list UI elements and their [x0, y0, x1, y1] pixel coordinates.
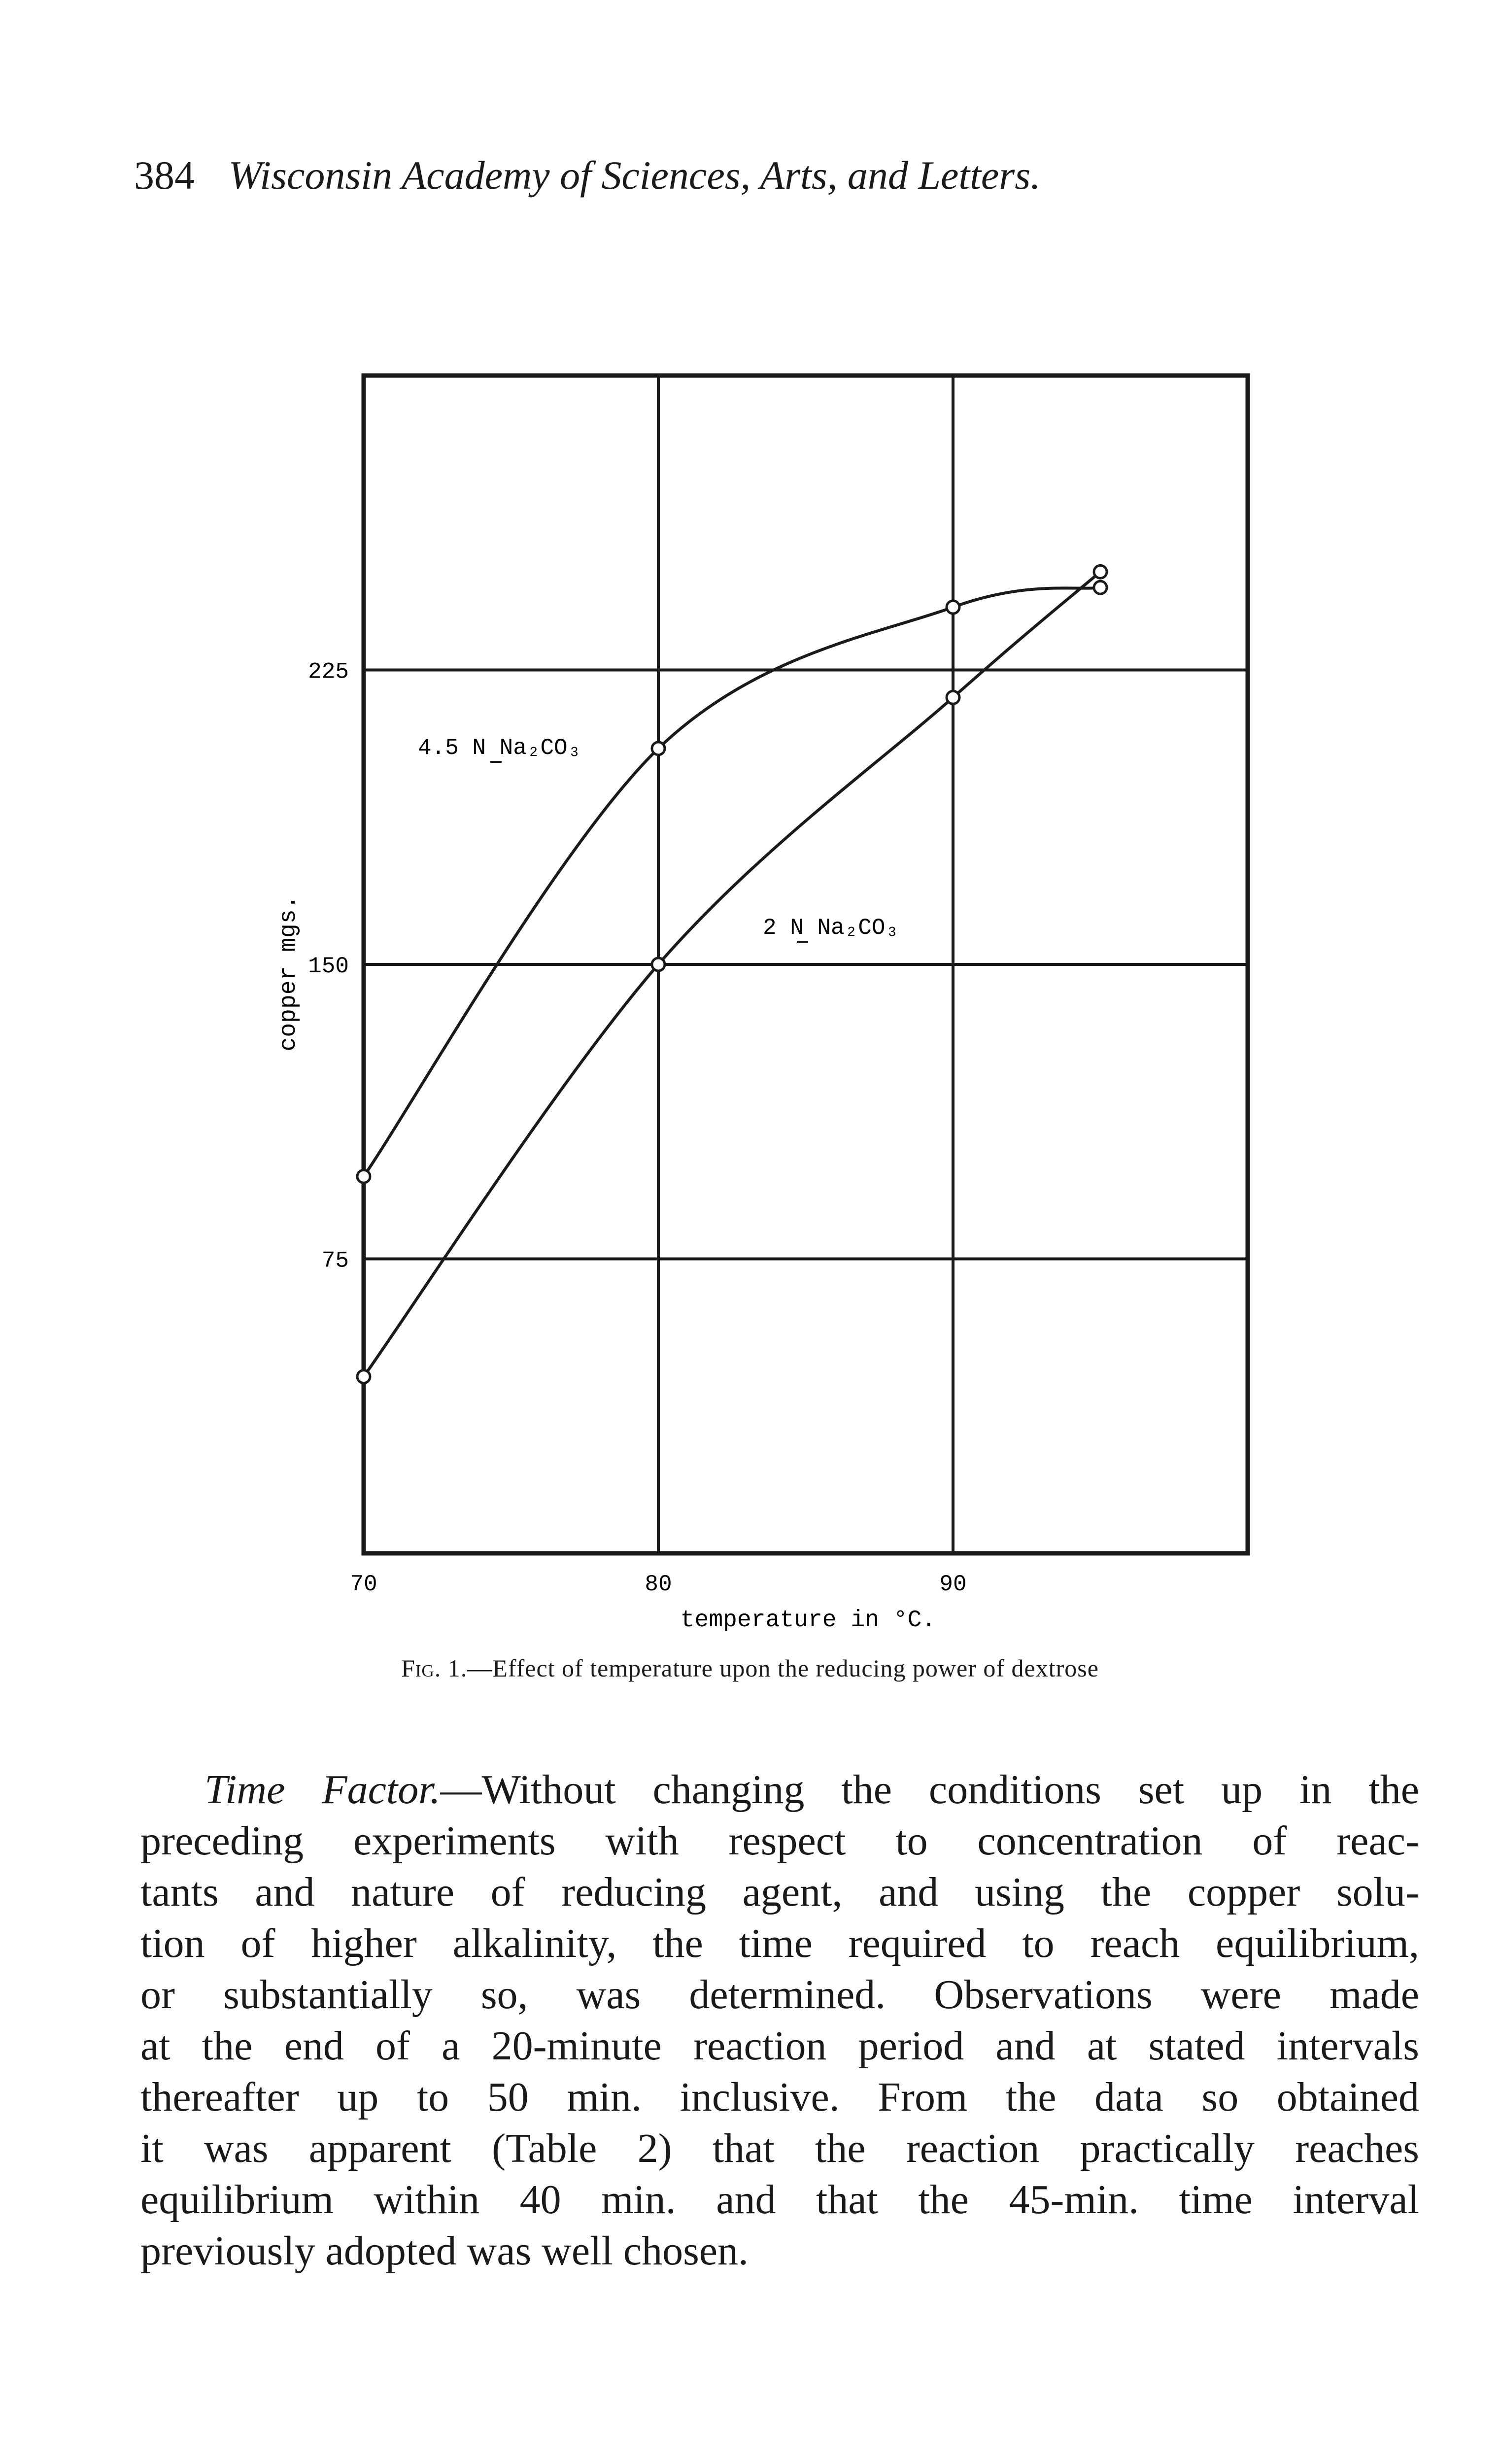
data-point	[357, 1370, 370, 1383]
y-tick-label: 225	[308, 659, 349, 685]
x-tick-label: 70	[350, 1572, 377, 1597]
series-label-4-5n-text: 4.5 N Na₂CO₃	[418, 735, 581, 761]
page-number: 384	[134, 153, 195, 198]
figure-caption-text: —Effect of temperature upon the reducing power of dextrose	[467, 1654, 1099, 1682]
x-tick-label: 90	[939, 1572, 967, 1597]
x-tick-label: 80	[645, 1572, 672, 1597]
paragraph-line: thereafter up to 50 min. inclusive. From the data so obtained	[140, 2074, 1419, 2120]
journal-title: Wisconsin Academy of Sciences, Arts, and Letters.	[228, 153, 1041, 198]
series-label-2n-text: 2 N Na₂CO₃	[763, 915, 899, 941]
data-point	[947, 691, 959, 704]
data-point	[652, 958, 665, 971]
paragraph-line: it was apparent (Table 2) that the reaction practically reaches	[140, 2125, 1419, 2171]
paragraph-line: tants and nature of reducing agent, and using the copper solu-	[140, 1869, 1419, 1915]
x-axis-label: temperature in °C.	[680, 1607, 936, 1634]
data-point	[947, 601, 959, 614]
series-label-2n	[763, 915, 899, 942]
series-line-0	[364, 587, 1100, 1176]
body-paragraph	[140, 1764, 1419, 2277]
data-point	[357, 1170, 370, 1183]
paragraph-line: previously adopted was well chosen.	[140, 2228, 749, 2274]
y-tick-label: 150	[308, 954, 349, 979]
chart-tick-labels	[308, 659, 966, 1598]
y-axis-label: copper mgs.	[275, 895, 302, 1052]
data-point	[652, 742, 665, 755]
y-tick-label: 75	[321, 1248, 349, 1274]
paragraph-line: at the end of a 20-minute reaction period and at stated intervals	[140, 2023, 1419, 2069]
chart-curves	[364, 572, 1100, 1376]
chart-points	[357, 565, 1107, 1383]
paragraph-line: equilibrium within 40 min. and that the 45-min. time interval	[140, 2177, 1419, 2223]
data-point	[1094, 581, 1107, 594]
figure-caption	[0, 1654, 1500, 1682]
paragraph-line: or substantially so, was determined. Observations were made	[140, 1972, 1419, 2018]
figure-caption-label: Fig. 1.	[401, 1654, 468, 1682]
paragraph-line: tion of higher alkalinity, the time required to reach equilibrium,	[140, 1920, 1419, 1966]
paragraph-line	[140, 1764, 1419, 1815]
data-point	[1094, 565, 1107, 578]
series-label-4-5n	[418, 735, 581, 762]
paragraph-line-text: —Without changing the conditions set up in the	[440, 1767, 1419, 1813]
paragraph-line: preceding experiments with respect to concentration of reac-	[140, 1818, 1419, 1864]
run-in-heading: Time Factor.	[205, 1767, 441, 1813]
